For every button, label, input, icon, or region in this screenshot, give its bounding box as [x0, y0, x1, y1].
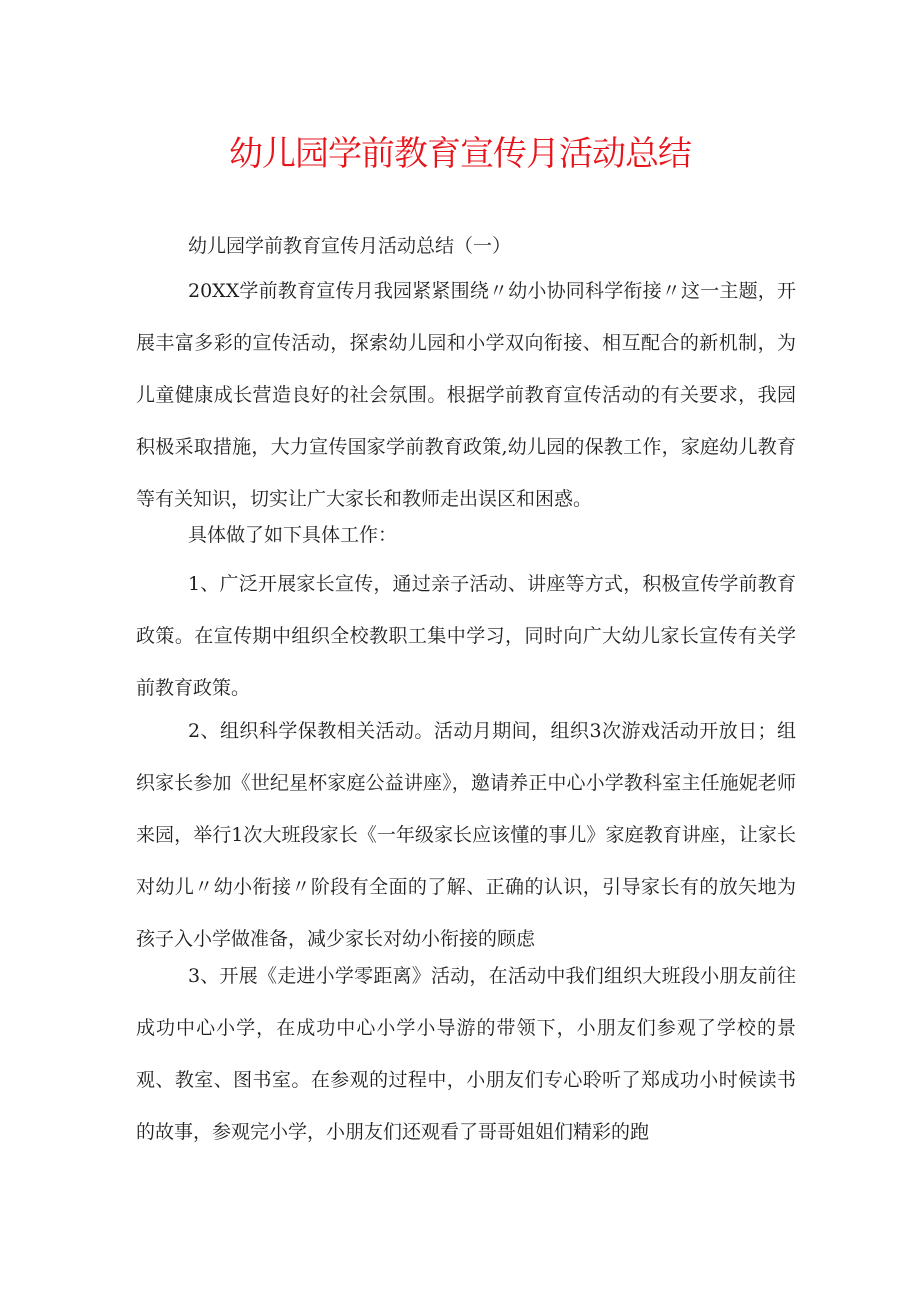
- work-item-3: 3、开展《走进小学零距离》活动，在活动中我们组织大班段小朋友前往成功中心小学，在成功中心小学小导游的带领下，小朋友们参观了学校的景观、教室、图书室。在参观的过程中，小朋友们专心聆听了郑成功小时候读书的故事，参观完小学，小朋友们还观看了哥哥姐姐们精彩的跑: [136, 965, 796, 1143]
- work-item-1: 1、广泛开展家长宣传，通过亲子活动、讲座等方式，积极宣传学前教育政策。在宣传期中组织全校教职工集中学习，同时向广大幼儿家长宣传有关学前教育政策。: [136, 573, 796, 699]
- work-item-2: 2、组织科学保教相关活动。活动月期间，组织3次游戏活动开放日；组织家长参加《世纪星杯家庭公益讲座》，邀请养正中心小学教科室主任施妮老师来园，举行1次大班段家长《一年级家长应该懂的事儿》家庭教育讲座，让家长对幼儿〃幼小衔接〃阶段有全面的了解、正确的认识，引导家长有的放矢地为孩子入小学做准备，减少家长对幼小衔接的顾虑: [136, 720, 796, 950]
- intro-paragraph: 20XX学前教育宣传月我园紧紧围绕〃幼小协同科学衔接〃这一主题，开展丰富多彩的宣传活动，探索幼儿园和小学双向衔接、相互配合的新机制，为儿童健康成长营造良好的社会氛围。根据学前教育宣传活动的有关要求，我园积极采取措施，大力宣传国家学前教育政策,幼儿园的保教工作，家庭幼儿教育等有关知识，切实让广大家长和教师走出误区和困惑。: [136, 280, 796, 510]
- subtitle-paragraph: 幼儿园学前教育宣传月活动总结（一）: [188, 235, 512, 257]
- work-list-heading: 具体做了如下具体工作：: [188, 524, 398, 546]
- document-title: 幼儿园学前教育宣传月活动总结: [229, 134, 691, 174]
